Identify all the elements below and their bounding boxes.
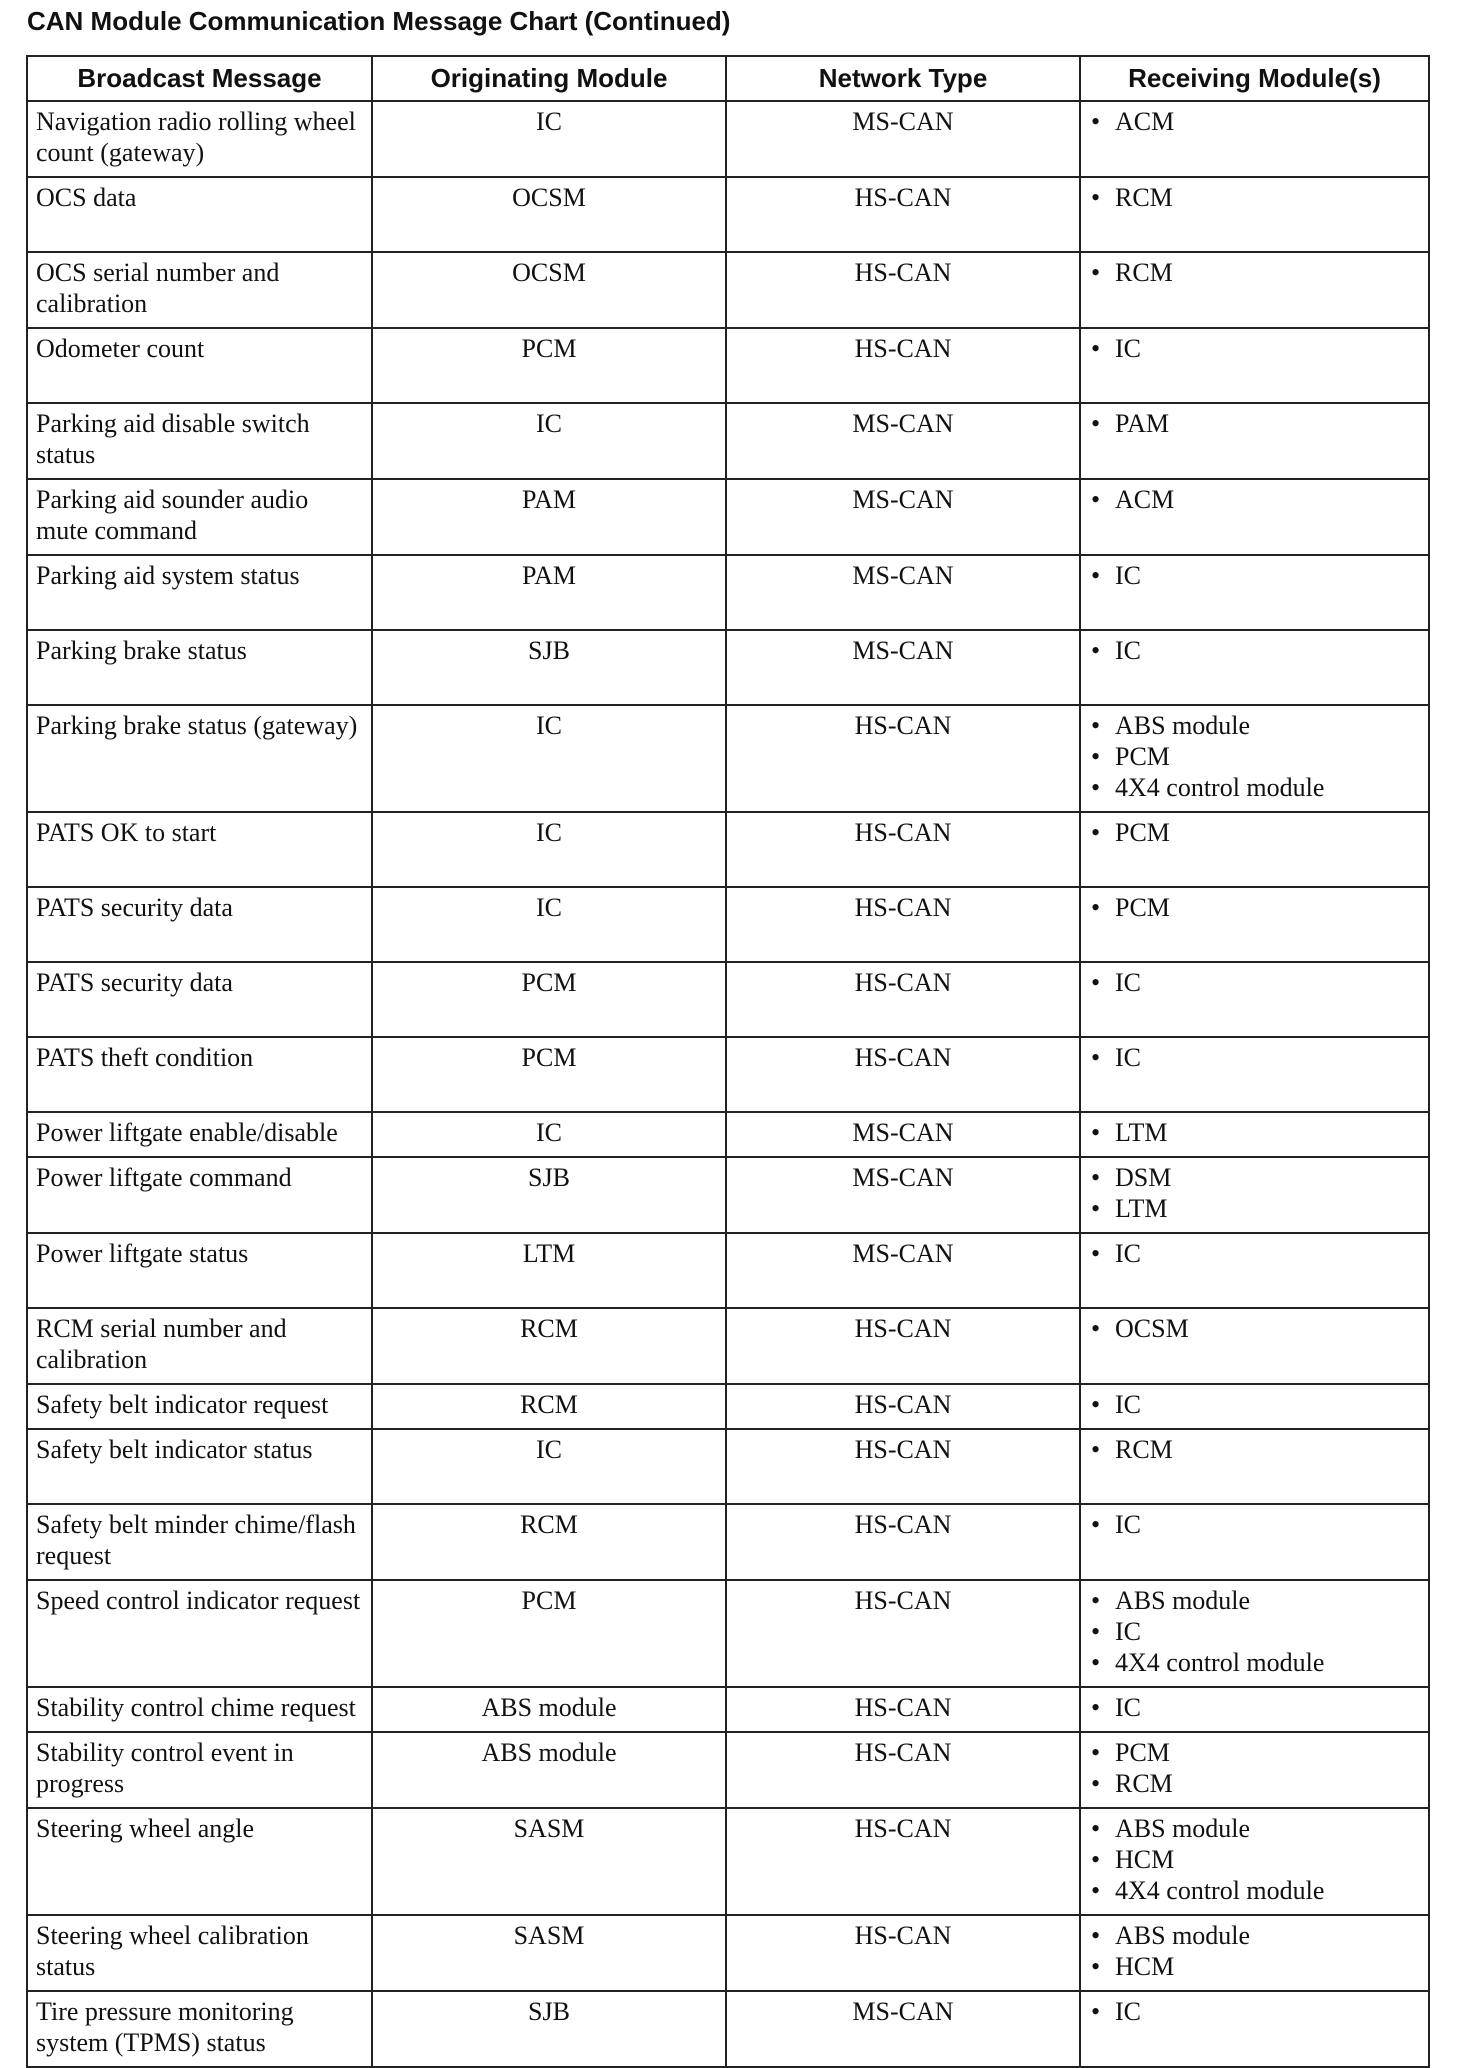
receiving-modules-list	[1089, 484, 1420, 515]
network-type-cell: HS-CAN	[726, 1308, 1080, 1384]
receiving-modules-list	[1089, 408, 1420, 439]
table-row	[27, 1037, 1429, 1112]
network-type-cell: HS-CAN	[726, 887, 1080, 962]
table-row	[27, 403, 1429, 479]
receiving-modules-list	[1089, 710, 1420, 803]
receiving-modules-cell	[1080, 1991, 1429, 2067]
table-row	[27, 1732, 1429, 1808]
receiving-module-item: • ABS module	[1089, 1920, 1420, 1951]
receiving-modules-cell	[1080, 1808, 1429, 1915]
originating-module-cell: SJB	[372, 1991, 726, 2067]
table-row	[27, 705, 1429, 812]
network-type-cell: MS-CAN	[726, 555, 1080, 630]
receiving-module-item: • IC	[1089, 635, 1420, 666]
receiving-modules-cell	[1080, 812, 1429, 887]
originating-module-cell: OCSM	[372, 177, 726, 252]
receiving-module-item: • PCM	[1089, 1737, 1420, 1768]
originating-module-cell: PCM	[372, 962, 726, 1037]
receiving-modules-list	[1089, 1434, 1420, 1465]
table-row	[27, 479, 1429, 555]
originating-module-cell: PAM	[372, 479, 726, 555]
receiving-modules-cell	[1080, 1504, 1429, 1580]
network-type-cell: HS-CAN	[726, 1504, 1080, 1580]
broadcast-message-cell: PATS theft condition	[27, 1037, 372, 1112]
broadcast-message-cell: Stability control chime request	[27, 1687, 372, 1732]
originating-module-cell: IC	[372, 101, 726, 177]
network-type-cell: HS-CAN	[726, 1429, 1080, 1504]
receiving-modules-list	[1089, 182, 1420, 213]
receiving-modules-list	[1089, 817, 1420, 848]
receiving-modules-cell	[1080, 1732, 1429, 1808]
receiving-modules-cell	[1080, 705, 1429, 812]
broadcast-message-cell: Navigation radio rolling wheel count (gateway)	[27, 101, 372, 177]
receiving-modules-list	[1089, 560, 1420, 591]
receiving-modules-list	[1089, 1117, 1420, 1148]
table-row	[27, 1308, 1429, 1384]
receiving-modules-list	[1089, 1920, 1420, 1982]
network-type-cell: HS-CAN	[726, 705, 1080, 812]
table-row	[27, 252, 1429, 328]
table-row	[27, 1991, 1429, 2067]
broadcast-message-cell: Safety belt indicator status	[27, 1429, 372, 1504]
originating-module-cell: SJB	[372, 1157, 726, 1233]
table-header-row	[27, 56, 1429, 101]
table-row	[27, 1504, 1429, 1580]
receiving-module-item: • 4X4 control module	[1089, 1647, 1420, 1678]
header-receiving-modules: Receiving Module(s)	[1080, 56, 1429, 101]
broadcast-message-cell: Tire pressure monitoring system (TPMS) status	[27, 1991, 372, 2067]
receiving-modules-list	[1089, 1996, 1420, 2027]
receiving-module-item: • IC	[1089, 1238, 1420, 1269]
originating-module-cell: IC	[372, 1429, 726, 1504]
network-type-cell: HS-CAN	[726, 1580, 1080, 1687]
receiving-modules-cell	[1080, 479, 1429, 555]
table-row	[27, 1157, 1429, 1233]
receiving-module-item: • RCM	[1089, 1768, 1420, 1799]
receiving-modules-cell	[1080, 887, 1429, 962]
network-type-cell: MS-CAN	[726, 101, 1080, 177]
receiving-modules-list	[1089, 333, 1420, 364]
broadcast-message-cell: Odometer count	[27, 328, 372, 403]
receiving-modules-cell	[1080, 252, 1429, 328]
receiving-module-item: • IC	[1089, 1996, 1420, 2027]
receiving-module-item: • IC	[1089, 333, 1420, 364]
receiving-module-item: • IC	[1089, 1042, 1420, 1073]
receiving-module-item: • HCM	[1089, 1951, 1420, 1982]
receiving-modules-cell	[1080, 1687, 1429, 1732]
originating-module-cell: PCM	[372, 1037, 726, 1112]
broadcast-message-cell: Parking aid disable switch status	[27, 403, 372, 479]
originating-module-cell: PAM	[372, 555, 726, 630]
originating-module-cell: ABS module	[372, 1687, 726, 1732]
table-row	[27, 1429, 1429, 1504]
receiving-modules-cell	[1080, 555, 1429, 630]
receiving-modules-list	[1089, 1313, 1420, 1344]
broadcast-message-cell: Power liftgate enable/disable	[27, 1112, 372, 1157]
receiving-modules-cell	[1080, 1429, 1429, 1504]
receiving-module-item: • PCM	[1089, 741, 1420, 772]
broadcast-message-cell: Safety belt minder chime/flash request	[27, 1504, 372, 1580]
originating-module-cell: IC	[372, 403, 726, 479]
receiving-module-item: • LTM	[1089, 1193, 1420, 1224]
receiving-module-item: • LTM	[1089, 1117, 1420, 1148]
network-type-cell: MS-CAN	[726, 1991, 1080, 2067]
broadcast-message-cell: Safety belt indicator request	[27, 1384, 372, 1429]
table-row	[27, 962, 1429, 1037]
receiving-module-item: • PCM	[1089, 892, 1420, 923]
receiving-module-item: • IC	[1089, 1509, 1420, 1540]
table-row	[27, 1112, 1429, 1157]
receiving-modules-cell	[1080, 962, 1429, 1037]
network-type-cell: MS-CAN	[726, 1112, 1080, 1157]
header-originating-module: Originating Module	[372, 56, 726, 101]
receiving-modules-list	[1089, 967, 1420, 998]
receiving-module-item: • ABS module	[1089, 710, 1420, 741]
broadcast-message-cell: OCS data	[27, 177, 372, 252]
network-type-cell: HS-CAN	[726, 177, 1080, 252]
originating-module-cell: PCM	[372, 328, 726, 403]
receiving-modules-cell	[1080, 1580, 1429, 1687]
broadcast-message-cell: OCS serial number and calibration	[27, 252, 372, 328]
receiving-modules-list	[1089, 1238, 1420, 1269]
network-type-cell: HS-CAN	[726, 1037, 1080, 1112]
table-row	[27, 177, 1429, 252]
originating-module-cell: RCM	[372, 1384, 726, 1429]
originating-module-cell: IC	[372, 705, 726, 812]
table-row	[27, 630, 1429, 705]
receiving-module-item: • RCM	[1089, 257, 1420, 288]
broadcast-message-cell: Parking aid sounder audio mute command	[27, 479, 372, 555]
receiving-modules-cell	[1080, 101, 1429, 177]
table-body	[27, 101, 1429, 2067]
broadcast-message-cell: Steering wheel calibration status	[27, 1915, 372, 1991]
broadcast-message-cell: Steering wheel angle	[27, 1808, 372, 1915]
originating-module-cell: IC	[372, 887, 726, 962]
receiving-modules-cell	[1080, 1308, 1429, 1384]
network-type-cell: MS-CAN	[726, 630, 1080, 705]
receiving-modules-cell	[1080, 1112, 1429, 1157]
receiving-module-item: • IC	[1089, 1692, 1420, 1723]
table-row	[27, 1687, 1429, 1732]
receiving-modules-list	[1089, 1162, 1420, 1224]
network-type-cell: HS-CAN	[726, 328, 1080, 403]
receiving-modules-list	[1089, 1509, 1420, 1540]
broadcast-message-cell: RCM serial number and calibration	[27, 1308, 372, 1384]
network-type-cell: HS-CAN	[726, 1732, 1080, 1808]
originating-module-cell: LTM	[372, 1233, 726, 1308]
receiving-module-item: • IC	[1089, 1389, 1420, 1420]
receiving-modules-list	[1089, 1813, 1420, 1906]
table-row	[27, 328, 1429, 403]
receiving-module-item: • IC	[1089, 967, 1420, 998]
originating-module-cell: RCM	[372, 1308, 726, 1384]
receiving-modules-list	[1089, 892, 1420, 923]
broadcast-message-cell: PATS security data	[27, 887, 372, 962]
broadcast-message-cell: Parking brake status (gateway)	[27, 705, 372, 812]
receiving-module-item: • ACM	[1089, 484, 1420, 515]
receiving-modules-list	[1089, 106, 1420, 137]
broadcast-message-cell: Speed control indicator request	[27, 1580, 372, 1687]
receiving-module-item: • 4X4 control module	[1089, 772, 1420, 803]
originating-module-cell: RCM	[372, 1504, 726, 1580]
can-message-table	[26, 55, 1430, 2068]
originating-module-cell: ABS module	[372, 1732, 726, 1808]
table-row	[27, 555, 1429, 630]
receiving-modules-cell	[1080, 177, 1429, 252]
originating-module-cell: IC	[372, 812, 726, 887]
table-row	[27, 1915, 1429, 1991]
network-type-cell: HS-CAN	[726, 962, 1080, 1037]
receiving-module-item: • ACM	[1089, 106, 1420, 137]
network-type-cell: MS-CAN	[726, 1157, 1080, 1233]
originating-module-cell: SASM	[372, 1808, 726, 1915]
network-type-cell: HS-CAN	[726, 812, 1080, 887]
receiving-module-item: • OCSM	[1089, 1313, 1420, 1344]
receiving-modules-cell	[1080, 1233, 1429, 1308]
receiving-module-item: • IC	[1089, 560, 1420, 591]
table-row	[27, 887, 1429, 962]
receiving-modules-list	[1089, 1042, 1420, 1073]
network-type-cell: MS-CAN	[726, 403, 1080, 479]
receiving-modules-list	[1089, 1737, 1420, 1799]
broadcast-message-cell: Power liftgate command	[27, 1157, 372, 1233]
broadcast-message-cell: PATS OK to start	[27, 812, 372, 887]
receiving-module-item: • RCM	[1089, 1434, 1420, 1465]
network-type-cell: MS-CAN	[726, 1233, 1080, 1308]
receiving-modules-cell	[1080, 1384, 1429, 1429]
receiving-module-item: • IC	[1089, 1616, 1420, 1647]
receiving-modules-cell	[1080, 328, 1429, 403]
table-row	[27, 1384, 1429, 1429]
receiving-module-item: • PAM	[1089, 408, 1420, 439]
network-type-cell: HS-CAN	[726, 1384, 1080, 1429]
receiving-modules-cell	[1080, 1157, 1429, 1233]
receiving-module-item: • ABS module	[1089, 1585, 1420, 1616]
broadcast-message-cell: Parking brake status	[27, 630, 372, 705]
receiving-modules-list	[1089, 1692, 1420, 1723]
receiving-module-item: • 4X4 control module	[1089, 1875, 1420, 1906]
receiving-modules-cell	[1080, 630, 1429, 705]
network-type-cell: HS-CAN	[726, 1808, 1080, 1915]
header-broadcast-message: Broadcast Message	[27, 56, 372, 101]
table-row	[27, 1233, 1429, 1308]
table-row	[27, 812, 1429, 887]
table-row	[27, 1808, 1429, 1915]
receiving-modules-cell	[1080, 1915, 1429, 1991]
broadcast-message-cell: PATS security data	[27, 962, 372, 1037]
originating-module-cell: IC	[372, 1112, 726, 1157]
broadcast-message-cell: Power liftgate status	[27, 1233, 372, 1308]
network-type-cell: HS-CAN	[726, 1915, 1080, 1991]
originating-module-cell: PCM	[372, 1580, 726, 1687]
receiving-modules-cell	[1080, 1037, 1429, 1112]
receiving-module-item: • ABS module	[1089, 1813, 1420, 1844]
originating-module-cell: OCSM	[372, 252, 726, 328]
network-type-cell: HS-CAN	[726, 252, 1080, 328]
network-type-cell: HS-CAN	[726, 1687, 1080, 1732]
header-network-type: Network Type	[726, 56, 1080, 101]
receiving-modules-cell	[1080, 403, 1429, 479]
receiving-modules-list	[1089, 635, 1420, 666]
network-type-cell: MS-CAN	[726, 479, 1080, 555]
receiving-modules-list	[1089, 257, 1420, 288]
originating-module-cell: SASM	[372, 1915, 726, 1991]
originating-module-cell: SJB	[372, 630, 726, 705]
receiving-module-item: • PCM	[1089, 817, 1420, 848]
broadcast-message-cell: Parking aid system status	[27, 555, 372, 630]
page-title: CAN Module Communication Message Chart (Continued)	[27, 6, 731, 36]
broadcast-message-cell: Stability control event in progress	[27, 1732, 372, 1808]
receiving-module-item: • HCM	[1089, 1844, 1420, 1875]
receiving-module-item: • RCM	[1089, 182, 1420, 213]
receiving-modules-list	[1089, 1389, 1420, 1420]
table-row	[27, 101, 1429, 177]
table-row	[27, 1580, 1429, 1687]
receiving-modules-list	[1089, 1585, 1420, 1678]
receiving-module-item: • DSM	[1089, 1162, 1420, 1193]
